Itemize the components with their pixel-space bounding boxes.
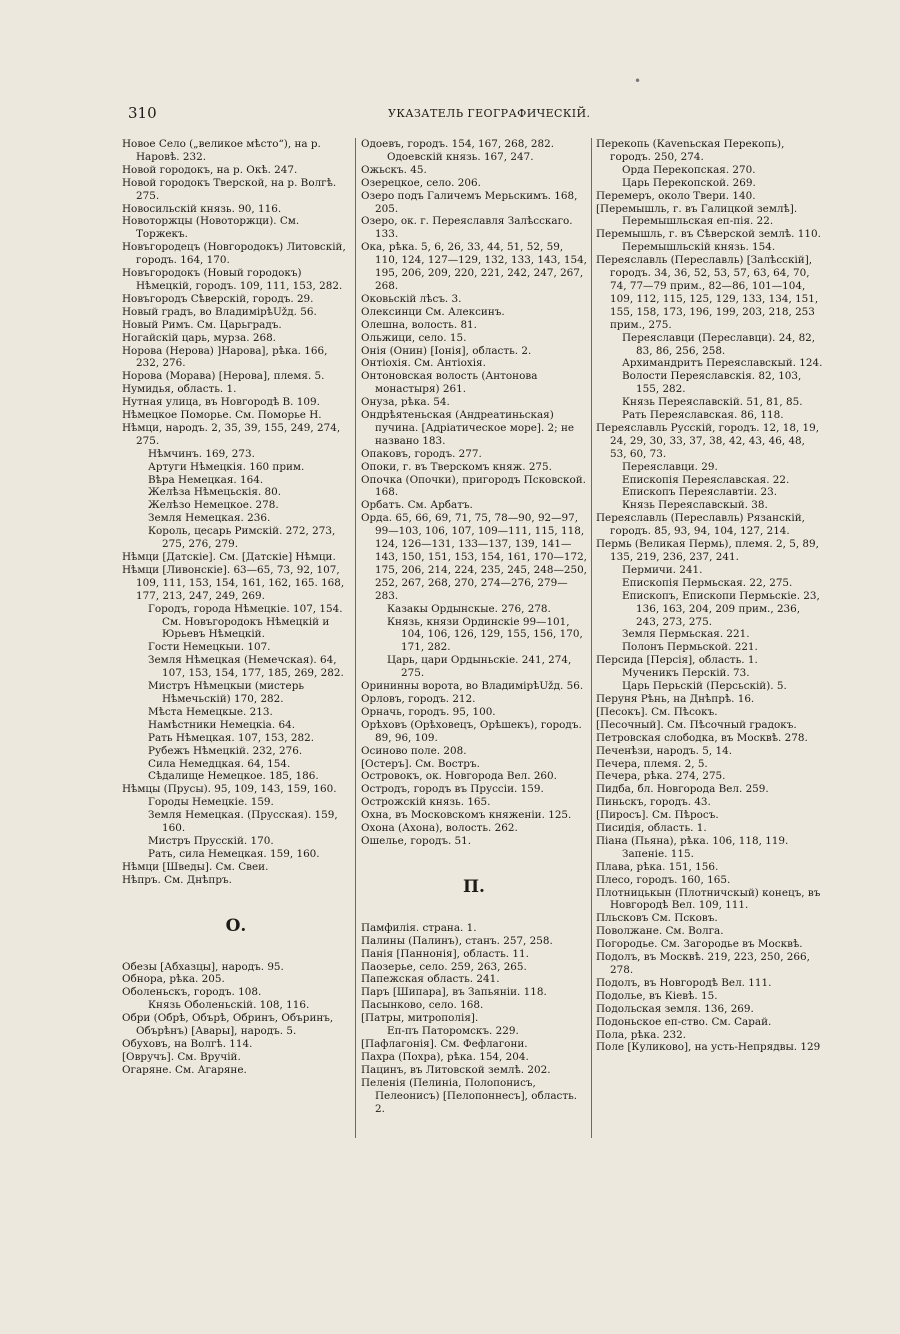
- index-entry: Новое Село („великое мѣсто“), на р. Наровѣ. 232.: [122, 138, 321, 163]
- index-entry: Норова (Нерова) ]Нарова], рѣка. 166, 232, 276.: [122, 344, 328, 370]
- index-subentry: Сила Немедцкая. 64, 154.: [148, 757, 291, 770]
- index-subentry: Князь Переяславскій. 51, 81, 85.: [622, 396, 803, 409]
- index-subentry: Переяславци. 29.: [622, 460, 718, 473]
- index-entry: Орловъ, городъ. 212.: [361, 692, 476, 705]
- index-entry: Опочка (Опочки), пригородъ Псковской. 168.: [361, 473, 586, 499]
- index-subentry: Запеніе. 115.: [622, 847, 694, 860]
- index-entry: Нѣпръ. См. Днѣпръ.: [122, 873, 232, 886]
- index-entry: Пльсковъ См. Псковъ.: [596, 912, 718, 925]
- page-number: 310: [128, 104, 157, 122]
- index-subentry: Епископъ, Епископи Пермьскіе. 23, 136, 163, 204, 209 прим., 236, 243, 273, 275.: [622, 589, 820, 628]
- index-subentry: Рать Переяславская. 86, 118.: [622, 409, 784, 422]
- index-entry: Перемеръ, около Твери. 140.: [596, 189, 756, 202]
- index-subentry: Земля Нѣмецкая (Немечская). 64, 107, 153, 154, 177, 185, 269, 282.: [148, 654, 344, 680]
- index-entry: Обри (Обрѣ, Обърѣ, Обринъ, Объринъ, Обърѣнъ) [Авары], народъ. 5.: [122, 1012, 334, 1038]
- index-entry: Новъгородокъ (Новый городокъ) Нѣмецкій, городъ. 109, 111, 153, 282.: [122, 267, 343, 292]
- index-entry: Орбатъ. См. Арбатъ.: [361, 499, 473, 512]
- stray-mark: •: [634, 74, 642, 88]
- index-subentry: Земля Немецкая. (Прусская). 159, 160.: [148, 809, 338, 835]
- index-entry: Обуховъ, на Волгѣ. 114.: [122, 1038, 253, 1050]
- index-entry: Огаряне. См. Агаряне.: [122, 1063, 247, 1076]
- index-entry: Паозерье, село. 259, 263, 265.: [361, 960, 527, 973]
- index-subentry: Перемышльская еп-пія. 22.: [622, 215, 774, 228]
- index-subentry: Сѣдалище Немецкое. 185, 186.: [148, 770, 319, 783]
- index-entry: Нѣмци [Шведы]. См. Свеи.: [122, 860, 269, 873]
- index-entry: Обнора, рѣка. 205.: [122, 973, 225, 986]
- index-entry: Плесо, городъ. 160, 165.: [596, 873, 731, 886]
- index-entry: [Песочный]. См. Пѣсочный градокъ.: [596, 718, 797, 731]
- index-entry: Ошелье, городъ. 51.: [361, 834, 472, 847]
- index-subentry: Нѣмчинъ. 169, 273.: [148, 447, 255, 460]
- index-entry: Ока, рѣка. 5, 6, 26, 33, 44, 51, 52, 59, 110, 124, 127—129, 132, 133, 143, 154, 195, 206, 209, 220, 221, 242, 247, 267, 268.: [361, 241, 587, 292]
- index-entry: [Овручъ]. См. Вручій.: [122, 1050, 241, 1063]
- index-entry: Одоевъ, городъ. 154, 167, 268, 282.: [361, 138, 555, 150]
- index-subentry: Вѣра Немецкая. 164.: [148, 473, 264, 486]
- index-entry: Перемышль, г. въ Сѣверской землѣ. 110.: [596, 228, 821, 241]
- index-entry: Новый Римъ. См. Царьградъ.: [122, 318, 282, 331]
- index-entry: Печенѣзи, народъ. 5, 14.: [596, 744, 733, 757]
- index-subentry: Рубежъ Нѣмецкій. 232, 276.: [148, 744, 303, 757]
- index-subentry: Перемышльскій князь. 154.: [622, 241, 776, 254]
- index-entry: Опаковъ, городъ. 277.: [361, 447, 482, 460]
- index-entry: Орначь, городъ. 95, 100.: [361, 705, 496, 718]
- index-entry: Палины (Палинъ), станъ. 257, 258.: [361, 934, 553, 947]
- index-entry: Онтоновская волость (Антонова монастыря) 261.: [361, 370, 538, 396]
- index-subentry: Архимандритъ Переяславскый. 124.: [622, 357, 823, 370]
- index-entry: Подольская земля. 136, 269.: [596, 1002, 754, 1015]
- index-entry: Охна, въ Московскомъ княженіи. 125.: [361, 809, 572, 822]
- index-entry: Плотницькын (Плотничскый) конецъ, въ Новгородѣ Вел. 109, 111.: [596, 886, 821, 912]
- index-subentry: Городы Немецкіе. 159.: [148, 796, 274, 809]
- index-entry: Нѣмецкое Поморье. См. Поморье Н.: [122, 409, 322, 422]
- index-entry: Панія [Паннонія], область. 11.: [361, 947, 529, 960]
- index-entry: Новъгородецъ (Новгородокъ) Литовскій, городъ. 164, 170.: [122, 241, 346, 267]
- index-column-1: [122, 138, 350, 1077]
- index-entry: Нумидья, область. 1.: [122, 383, 237, 396]
- index-subentry: Одоевскій князь. 167, 247.: [387, 150, 534, 163]
- index-entry: Нѣмци, народъ. 2, 35, 39, 155, 249, 274, 275.: [122, 421, 341, 447]
- index-entry: Переяславль (Переславль) [Залѣсскій], городъ. 34, 36, 52, 53, 57, 63, 64, 70, 74, 77—79 прим., 82—86, 101—104, 109, 112, 115, 125, 129, 133, 134, 151, 155, 158, 173, 196, 199, 203, 218, 253 прим., 275.: [596, 254, 819, 331]
- index-entry: Онтіохія. См. Антіохія.: [361, 357, 486, 370]
- column-divider: [355, 138, 356, 1138]
- index-subentry: Желѣзо Немецкое. 278.: [148, 499, 279, 512]
- index-entry: Онуза, рѣка. 54.: [361, 396, 450, 409]
- index-entry: Погородье. См. Загородье въ Москвѣ.: [596, 938, 803, 951]
- index-subentry: Епископъ Переяславтіи. 23.: [622, 486, 778, 499]
- index-subentry: Казакы Ордынскые. 276, 278.: [387, 602, 551, 615]
- index-subentry: Волости Переяславскія. 82, 103, 155, 282.: [622, 370, 802, 396]
- index-entry: Охона (Ахона), волость. 262.: [361, 822, 518, 835]
- index-entry: Орда. 65, 66, 69, 71, 75, 78—90, 92—97, 99—103, 106, 107, 109—111, 115, 118, 124, 126—131, 133—137, 139, 141—143, 150, 151, 153, 154, 161, 170—172, 175, 206, 214, 224, 235, 245, 248—250, 252, 267, 268, 270, 274—276, 279—283.: [361, 512, 587, 602]
- index-entry: Переяславль (Переславль) Рязанскій, городъ. 85, 93, 94, 104, 127, 214.: [596, 512, 805, 538]
- index-entry: Ногайскій царь, мурза. 268.: [122, 331, 276, 344]
- index-subentry: Рать Нѣмецкая. 107, 153, 282.: [148, 731, 314, 744]
- index-subentry: Полонъ Пермьской. 221.: [622, 641, 758, 654]
- index-subentry: Царь Перекопской. 269.: [622, 176, 756, 189]
- index-entry: Осиново поле. 208.: [361, 744, 467, 757]
- index-entry: Поволжане. См. Волга.: [596, 925, 724, 938]
- index-entry: Пидба, бл. Новгорода Вел. 259.: [596, 783, 769, 796]
- index-entry: Олексинци См. Алексинъ.: [361, 305, 505, 318]
- index-entry: Норова (Морава) [Нерова], племя. 5.: [122, 370, 325, 383]
- index-entry: Подолъ, въ Москвѣ. 219, 223, 250, 266, 278.: [596, 951, 810, 976]
- index-entry: Подоньское еп-ство. См. Сарай.: [596, 1015, 772, 1028]
- index-subentry: Рать, сила Немецкая. 159, 160.: [148, 847, 320, 860]
- index-entry: Ольжици, село. 15.: [361, 331, 467, 344]
- index-subentry: Переяславци (Переславци). 24, 82, 83, 86, 256, 258.: [622, 331, 816, 357]
- index-entry: Пеленія (Пелиніа, Полопонисъ, Пелеонисъ) [Пелопоннесъ], область. 2.: [361, 1076, 578, 1115]
- index-entry: Оболеньскъ, городъ. 108.: [122, 986, 262, 999]
- index-entry: [Пиросъ]. См. Пѣросъ.: [596, 809, 719, 822]
- index-entry: Пиньскъ, городъ. 43.: [596, 796, 711, 809]
- index-subentry: Мѣста Немецкые. 213.: [148, 705, 273, 718]
- index-entry: Островокъ, ок. Новгорода Вел. 260.: [361, 770, 557, 783]
- index-subentry: Епископія Пермьская. 22, 275.: [622, 576, 793, 589]
- index-entry: Новоторжцы (Новоторжци). См. Торжекъ.: [122, 215, 300, 241]
- index-subentry: Мистръ Нѣмецкыи (мистерь Нѣмечьскій) 170, 282.: [148, 680, 305, 705]
- index-entry: Острожскій князь. 165.: [361, 796, 491, 809]
- index-subentry: Земля Пермьская. 221.: [622, 628, 750, 641]
- index-entry: Петровская слободка, въ Москвѣ. 278.: [596, 731, 808, 744]
- index-entry: Памфилія. страна. 1.: [361, 921, 477, 934]
- index-entry: Оковьскій лѣсъ. 3.: [361, 292, 462, 305]
- index-entry: [Пафлагонія]. См. Фефлагони.: [361, 1038, 528, 1050]
- index-subentry: Король, цесарь Римскій. 272, 273, 275, 276, 279.: [148, 525, 336, 551]
- index-entry: Новой городокъ, на р. Окѣ. 247.: [122, 163, 298, 176]
- index-subentry: Князь Переяславскый. 38.: [622, 499, 768, 512]
- index-entry: Новой городокъ Тверской, на р. Волгѣ. 275.: [122, 176, 337, 202]
- index-entry: Остродъ, городъ въ Пруссіи. 159.: [361, 783, 544, 796]
- index-entry: Ондрѣятеньская (Андреатиньская) пучина. [Адріатическое море]. 2; не названо 183.: [361, 409, 575, 447]
- index-entry: Поле [Куликово], на усть-Непрядвы. 129: [596, 1041, 821, 1054]
- index-entry: Папежская область. 241.: [361, 973, 500, 986]
- index-entry: Нутная улица, въ Новгородѣ В. 109.: [122, 396, 320, 409]
- index-entry: Печера, рѣка. 274, 275.: [596, 770, 726, 783]
- index-entry: Новъгородъ Сѣверскій, городъ. 29.: [122, 292, 314, 305]
- index-entry: Піана (Пьяна), рѣка. 106, 118, 119.: [596, 834, 789, 847]
- index-entry: [Песокъ]. См. Пѣсокъ.: [596, 705, 718, 718]
- index-entry: Обезы [Абхазцы], народъ. 95.: [122, 960, 284, 973]
- index-subentry: Еп-пъ Паторомскъ. 229.: [387, 1025, 519, 1038]
- index-subentry: Гости Немецкыи. 107.: [148, 641, 271, 654]
- index-entry: [Остеръ]. См. Востръ.: [361, 757, 480, 770]
- index-entry: Пермь (Великая Пермь), племя. 2, 5, 89, 135, 219, 236, 237, 241.: [596, 538, 819, 563]
- section-letter: П.: [463, 876, 485, 897]
- index-subentry: Епископія Переяславская. 22.: [622, 473, 790, 486]
- index-entry: Писидія, область. 1.: [596, 822, 707, 835]
- index-subentry: Мученикъ Перскій. 73.: [622, 667, 750, 680]
- running-title: УКАЗАТЕЛЬ ГЕОГРАФИЧЕСКІЙ.: [388, 107, 591, 120]
- index-entry: Пасынково, село. 168.: [361, 999, 484, 1012]
- index-entry: Онія (Онин) [Іонія], область. 2.: [361, 344, 532, 357]
- index-entry: Подолъ, въ Новгородѣ Вел. 111.: [596, 976, 772, 989]
- index-entry: Озеро подъ Галичемъ Мерьскимъ. 168, 205.: [361, 189, 578, 215]
- index-entry: Паръ [Шипара], въ Запьяніи. 118.: [361, 986, 547, 999]
- index-entry: Пацинъ, въ Литовской землѣ. 202.: [361, 1063, 551, 1076]
- index-entry: [Перемышль, г. въ Галицкой землѣ].: [596, 202, 798, 215]
- column-divider: [591, 138, 592, 1138]
- index-entry: Озерецкое, село. 206.: [361, 176, 481, 189]
- index-entry: Печера, племя. 2, 5.: [596, 757, 708, 770]
- index-subentry: Пермичи. 241.: [622, 563, 703, 576]
- index-entry: Перуня Рѣнь, на Днѣпрѣ. 16.: [596, 692, 755, 705]
- index-entry: Переяславль Русскій, городъ. 12, 18, 19, 24, 29, 30, 33, 37, 38, 42, 43, 46, 48, 53, 60, 73.: [596, 421, 820, 460]
- index-entry: Пола, рѣка. 232.: [596, 1028, 687, 1041]
- index-entry: Орѣховъ (Орѣховецъ, Орѣшекъ), городъ. 89, 96, 109.: [361, 718, 582, 744]
- index-subentry: Царь Перьскій (Персьскій). 5.: [622, 680, 787, 693]
- index-subentry: Князь, князи Ординскіе 99—101, 104, 106, 126, 129, 155, 156, 170, 171, 282.: [387, 615, 583, 654]
- index-subentry: Князь Оболеньскій. 108, 116.: [148, 999, 310, 1012]
- index-entry: Перекопь (Каvenьская Перекопь), городъ. 250, 274.: [596, 138, 785, 163]
- index-subentry: Намѣстники Немецкіа. 64.: [148, 718, 296, 731]
- index-entry: Подолье, въ Кіевѣ. 15.: [596, 989, 718, 1002]
- index-subentry: Артуги Нѣмецкія. 160 прим.: [148, 460, 305, 473]
- index-subentry: Городъ, города Нѣмецкіе. 107, 154. См. Новъгородокъ Нѣмецкій и Юрьевъ Нѣмецкій.: [148, 602, 343, 641]
- index-entry: Опоки, г. въ Тверскомъ княж. 275.: [361, 460, 552, 473]
- index-entry: Персида [Персія], область. 1.: [596, 654, 758, 667]
- index-entry: Ожьскъ. 45.: [361, 163, 427, 176]
- index-entry: Орининны ворота, во ВладимірѣUžд. 56.: [361, 680, 584, 693]
- index-entry: Нѣмци [Ливонскіе]. 63—65, 73, 92, 107, 109, 111, 153, 154, 161, 162, 165. 168, 177, 213, 247, 249, 269.: [122, 563, 345, 602]
- index-subentry: Орда Перекопская. 270.: [622, 163, 756, 176]
- index-entry: Нѣмцы (Прусы). 95, 109, 143, 159, 160.: [122, 783, 337, 796]
- index-subentry: Желѣза Нѣмецьскія. 80.: [148, 486, 282, 499]
- index-entry: Олешна, волость. 81.: [361, 318, 477, 331]
- index-entry: Озеро, ок. г. Переяславля Залѣсскаго. 133.: [361, 215, 573, 241]
- index-subentry: Царь, цари Ордыньскіе. 241, 274, 275.: [387, 654, 572, 680]
- index-column-3: [596, 138, 824, 1054]
- index-subentry: Земля Немецкая. 236.: [148, 512, 271, 525]
- index-subentry: Мистръ Прусскій. 170.: [148, 834, 274, 847]
- index-entry: Нѣмци [Датскіе]. См. [Датскіе] Нѣмци.: [122, 551, 336, 563]
- index-entry: Плава, рѣка. 151, 156.: [596, 860, 719, 873]
- index-entry: Пахра (Похра), рѣка. 154, 204.: [361, 1050, 529, 1063]
- index-entry: Новосильскій князь. 90, 116.: [122, 202, 282, 215]
- index-entry: Новый градъ, во ВладимірѣUžд. 56.: [122, 305, 317, 318]
- section-letter: О.: [225, 915, 247, 936]
- index-column-2: [361, 138, 587, 1115]
- index-entry: [Патры, митрополія].: [361, 1012, 479, 1025]
